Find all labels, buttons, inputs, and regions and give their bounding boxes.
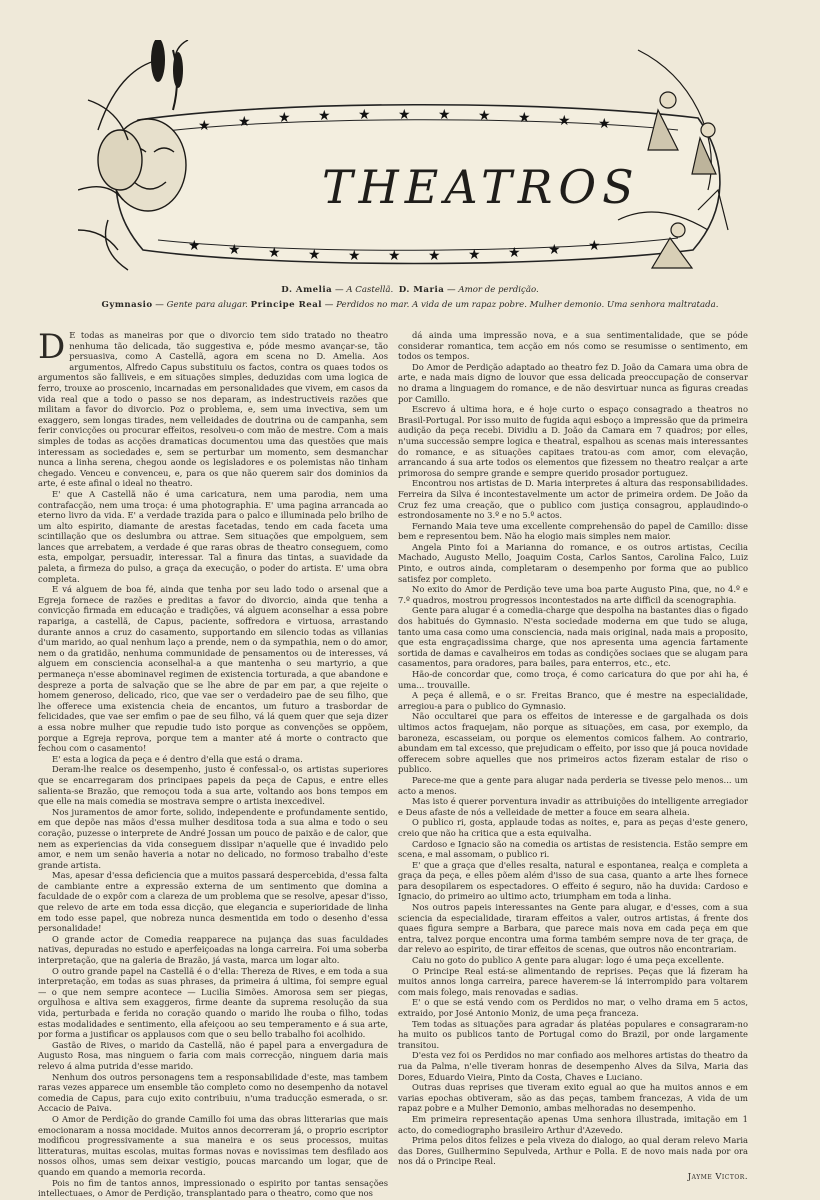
svg-text:★: ★ [388, 248, 401, 264]
caption-theatre-name: Gymnasio [101, 300, 153, 310]
paragraph: Encontrou nos artistas de D. Maria interpretes á altura das responsabilidades. Ferreira da Silva é incontestavelmente um actor de primeira ordem. De João da Cruz fez uma creação, que o publico com justiça consagrou, applaudindo-o estrondosamente no 3.º e no 5.º actos. [398, 478, 748, 521]
paragraph: Cardoso e Ignacio são na comedia os artistas de resistencia. Estão sempre em scena, e mal assomam, o publico ri. [398, 838, 748, 860]
svg-text:★: ★ [398, 107, 411, 123]
section-title: THEATROS [322, 160, 640, 214]
svg-text:★: ★ [508, 245, 521, 261]
paragraph: E' o que se está vendo com os Perdidos no mar, o velho drama em 5 actos, extraido, por José Antonio Moniz, de uma peça franceza. [398, 997, 748, 1018]
theatros-header-illustration [78, 40, 754, 290]
svg-text:★: ★ [588, 238, 601, 254]
paragraph: E' que a graça que d'elles resalta, natural e espontanea, realça e completa a graça da peça, e elles põem além d'isso de sua casa, quanto a arte lhes fornece para desopilarem os espectadores. O effeito é seguro, não ha duvida: Cardoso e Ignacio, do primeiro ao ultimo acto, triumpham em toda a linha. [398, 859, 748, 902]
svg-text:★: ★ [468, 247, 481, 263]
paragraph: Angela Pinto foi a Marianna do romance, e os outros artistas, Cecilia Machado, Augusto Mello, Joaquim Costa, Carlos Santos, Carolina Falco, Luiz Pinto, e outros ainda, completaram o desempenho por forma que ao publico satisfez por completo. [398, 541, 748, 584]
author-signature: Jayme Victor. [687, 1170, 748, 1181]
svg-text:★: ★ [518, 110, 531, 126]
paragraph: D'esta vez foi os Perdidos no mar confiado aos melhores artistas do theatro da rua da Palma, n'elle tiveram honras de desempenho Alves da Silva, Maria das Dores, Eduardo Vieira, Pinto da Costa, Chaves e Luciano. [398, 1050, 748, 1082]
svg-text:★: ★ [428, 248, 441, 264]
paragraph: Mas, apesar d'essa deficiencia que a muitos passará despercebida, d'essa falta de cambiante entre a expressão externa de um sentimento que domina a faculdade de o expôr com a clareza de um problema que se resolve, apesar d'isso, que relevo de arte em toda essa dicção, que elegancia e superioridade de linha em todo esse papel, que nobreza nunca desmentida em todo o desenho d'essa personalidade! [38, 870, 388, 934]
caption-theatre-name: D. Maria [398, 285, 445, 295]
svg-text:★: ★ [268, 245, 281, 261]
paragraph: Tem todas as situações para agradar ás platéas populares e consagraram-no ha muito os publicos tanto de Portugal como do Brazil, por onde largamente transitou. [398, 1018, 748, 1050]
svg-text:★: ★ [228, 242, 241, 258]
caption-text: — A Castellã. [332, 285, 394, 295]
svg-text:★: ★ [548, 242, 561, 258]
svg-text:★: ★ [198, 118, 211, 134]
svg-text:★: ★ [358, 107, 371, 123]
paragraph: Mas isto é querer porventura invadir as attribuições do intelligente arregiador e Deus afaste de nós a velleidade de metter a fouce em seara alheia. [398, 796, 748, 817]
caption-text: — Perdidos no mar. A vida de um rapaz pobre. Mulher demonio. Uma senhora maltratada. [322, 300, 719, 310]
svg-text:★: ★ [188, 238, 201, 254]
paragraph: Do Amor de Perdição adaptado ao theatro fez D. João da Camara uma obra de arte, e nada mais digno de louvor que essa delicada preoccupação de conservar no drama a linguagem do romance, e de não desvirtuar nunca as figuras creadas por Camillo. [398, 361, 748, 404]
paragraph: E' esta a logica da peça e é dentro d'ella que está o drama. [52, 753, 303, 764]
illustration-captions [0, 283, 820, 313]
svg-text:★: ★ [238, 114, 251, 130]
paragraph: O outro grande papel na Castellã é o d'ella: Thereza de Rives, e em toda a sua interpretação, em todas as suas phrases, da primeira á ultima, foi sempre egual — o que nem sempre acontece — Lucilia Simões. Amorosa sem ser piegas, orgulhosa e altiva sem exaggeros, firme deante da suprema resolução da sua vida, perturbada e ferida no coração quando o marido lhe rouba o filho, todas estas modalidades e sentimento, ella afeiçoou ao seu temperamento e á sua arte, por forma a justificar os applausos com que o seu bello trabalho foi acolhido. [38, 965, 388, 1040]
svg-text:★: ★ [478, 108, 491, 124]
paragraph: Outras duas reprises que tiveram exito egual ao que ha muitos annos e em varias epochas obtiveram, são as das peças, tambem francezas, A vida de um rapaz pobre e a Mulher Demonio, ambas melhoradas no desempenho. [398, 1082, 748, 1114]
caption-theatre-name: Principe Real [250, 300, 323, 310]
paragraph: O Principe Real está-se alimentando de reprises. Peças que lá fizeram ha muitos annos longa carreira, parece haverem-se lá interrompido para voltarem com mais folego, mais renovadas e sadias. [398, 965, 748, 997]
paragraph: Deram-lhe realce os desempenho, justo é confessal-o, os artistas superiores que se encarregaram dos principaes papeis da peça de Capus, e entre elles salienta-se Brazão, que remoçou toda a sua arte, voltando aos bons tempos em que elle na mais comedia se mostrava sempre o artista inexcedivel. [38, 764, 388, 807]
paragraph: Fernando Maia teve uma excellente comprehensão do papel de Camillo: disse bem e representou bem. Não ha elogio mais simples nem maior. [398, 520, 748, 542]
paragraph: Prima pelos ditos felizes e pela viveza do dialogo, ao qual deram relevo Maria das Dores, Guilhermino Sepulveda, Arthur e Polla. E de novo mais nada por ora nos dá o Principe Real. [398, 1135, 748, 1167]
paragraph: Pois no fim de tantos annos, impressionado o espirito por tantas sensações intellectuaes, o Amor de Perdição, transplantado para o theatro, como que nos [38, 1177, 388, 1199]
svg-text:★: ★ [308, 247, 321, 263]
paragraph: E vá alguem de boa fé, ainda que tenha por seu lado todo o arsenal que a Egreja fornece de razões e preditas a favor do divorcio, ainda que tenha a convicção firmada em educação e tradições, vá alguem aconselhar a essa pobre rapariga, a castellã, de Capus, paciente, soffredora e virtuosa, arrastando durante annos a cruz do casamento, supportando em silencio todas as villanias d'um marido, ao qual nenhum laço a prende, nem o da sympathia, nem o do amor, nem o da gratidão, nenhuma communidade de pensamentos ou de interesses, vá alguem em consciencia aconselhal-a a que mantenha o seu martyrio, a que permaneça n'esse abominavel regimen de existencia torturada, a que abandone e despreze a porta de salvação que se lhe abre de par em par, a que rejeite o homem generoso, delicado, rico, que vae ser o verdadeiro pae de seu filho, que lhe offerece uma existencia cheia de encantos, um futuro a trasbordar de felicidades, que vae ser emfim o pae de seu filho, vá lá quem quer que seja dizer a essa nobre mulher que repudie tudo isto porque as convenções se oppõem, porque a Egreja reprova, porque tem a manter até á morte o contracto que fechou com o casamento! [38, 584, 388, 754]
svg-text:★: ★ [558, 113, 571, 129]
paragraph: dá ainda uma impressão nova, e a sua sentimentalidade, que se póde considerar romantica, tem acção em nós como se resumisse o sentimento, em todos os tempos. [398, 330, 748, 362]
paragraph: Gente para alugar é a comedia-charge que despolha na bastantes dias o figado dos habitués do Gymnasio. N'esta sociedade moderna em que tudo se aluga, tanto uma casa como uma consciencia, nada mais original, nada mais a proposito, que esta engraçadissima charge, que nos apresenta uma agencia fartamente sortida de damas e cavalheiros em todas as condições sociaes que se alugam para casamentos, para oradores, para bailes, para enterros, etc., etc. [398, 605, 748, 669]
paragraph: O Amor de Perdição do grande Camillo foi uma das obras litterarias que mais emocionaram a nossa mocidade. Muitos annos decorreram já, o proprio escriptor modificou progressivamente a sua maneira e os seus processos, muitas litteraturas, muitas escolas, muitas formas novas e novissimas tem desfilado aos nossos olhos, umas sem deixar vestigio, poucas marcando um logar, que de quando em quando a memoria recorda. [38, 1113, 388, 1177]
svg-text:★: ★ [598, 116, 611, 132]
svg-text:★: ★ [438, 107, 451, 123]
paragraph: Não occultarei que para os effeitos de interesse e de gargalhada os dois ultimos actos fraquejam, não porque as situações, em casa, por exemplo, da baroneza, escasseiam, ou porque os elementos comicos falhem. Ao contrario, abundam em tal excesso, que prejudicam o effeito, por isso que já pouca novidade offerecem sobre aquelles que nos primeiros actos fizeram estalar de riso o publico. [398, 711, 748, 775]
caption-theatre-name: D. Amelia [281, 285, 333, 295]
article-column-left [38, 327, 388, 1199]
paragraph: E todas as maneiras por que o divorcio tem sido tratado no theatro nenhuma tão delicada, tão suggestiva e, póde mesmo avançar-se, tão persuasiva, como A Castellã, agora em scena no D. Amelia. Aos argumentos, Alfredo Capus substituiu os factos, contra os quaes todos os argumentos são falliveis, e em situações simples, deduzidas com uma logica de ferro, trouxe ao proscenio, incarnadas em personalidades que vivem, em casos da vida real que a todo o passo se nos deparam, as indestructiveis razões que militam a favor do divorcio. Poz o problema, e, sem uma invectiva, sem um exaggero, sem longas tirades, nem velleidades de doutrina ou de campanha, sem ferir convicções ou procurar effeitos, resolveu-o com mão de mestre. Com a mais simples de todas as acções dramaticas documentou uma das questões que mais interessam as sociedades e, sem se perturbar um momento, sem desmanchar nunca a linha serena, chegou aonde os legisladores e os polemistas não tinham chegado. Venceu e convenceu, e, para os que não querem sair dos dominios da arte, é este afinal o ideal no theatro. [38, 330, 388, 489]
paragraph: Nenhum dos outros personagens tem a responsabilidade d'este, mas tambem raras vezes apparece um ensemble tão completo como no desempenho da notavel comedia de Capus, para cujo exito contribuiu, n'uma traducção esmerada, o sr. Accacio de Paiva. [38, 1071, 388, 1114]
paragraph: Caiu no goto do publico A gente para alugar: logo é uma peça excellente. [412, 955, 725, 966]
drop-cap: D [38, 327, 66, 367]
svg-text:★: ★ [318, 108, 331, 124]
svg-text:★: ★ [348, 248, 361, 264]
paragraph: Em primeira representação apenas Uma senhora illustrada, imitação em 1 acto, do comediographo brasileiro Arthur d'Azevedo. [398, 1113, 748, 1135]
svg-text:★: ★ [278, 110, 291, 126]
paragraph: No exito do Amor de Perdição teve uma boa parte Augusto Pina, que, no 4.º e 7.º quadros, mostrou progressos incontestados na arte difficil da scenographia. [398, 584, 748, 605]
paragraph: Nos outros papeis interessantes na Gente para alugar, e d'esses, com a sua sciencia da especialidade, tiraram effeitos a valer, outros artistas, á frente dos quaes figura sempre a Barbara, que parece mais nova em cada peça em que entra, talvez porque encontra uma forma também sempre nova de ter graça, de dar relevo ao espirito, de tirar effeitos de scenas, que outros não encontrariam. [398, 902, 748, 955]
paragraph: Escrevo á ultima hora, e é hoje curto o espaço consagrado a theatros no Brasil-Portugal. Por isso muito de fugida aqui esboço a impressão que da primeira audição da peça recebi. Dividiu a D. João da Camara em 7 quadros; por elles, n'uma successão sempre logica e theatral, espalhou as scenas mais interessantes do romance, e as situações capitaes tratou-as com amor, com elevação, arrancando á sua arte todos os elementos que fizessem no theatro realçar a arte primorosa do sempre grande e sempre querido prosador portuguez. [398, 404, 748, 478]
paragraph: Nos juramentos de amor forte, solido, independente e profundamente sentido, em que depõe nas mãos d'essa mulher desditosa toda a sua alma e todo o seu coração, puzesse o interprete de André Jossan um pouco de paixão e de calor, que nem as experiencias da vida conseguem dissipar n'aquelle que é invadido pelo amor, e nem um senão haveria a notar no delicado, no formoso trabalho d'este grande artista. [38, 806, 388, 870]
paragraph: Hão-de concordar que, como troça, é como caricatura do que por ahi ha, é uma... trouvaille. [398, 669, 748, 690]
caption-text: — Amor de perdição. [444, 285, 539, 295]
caption-line-2 [0, 298, 820, 313]
paragraph: E' que A Castellã não é uma caricatura, nem uma parodia, nem uma contrafacção, nem uma troça: é uma photographia. E' uma pagina arrancada ao eterno livro da vida. E' a verdade trazida para o palco e illuminada pelo brilho de um alto espirito, diamante de arestas facetadas, tendo em cada faceta uma scintillação que os deslumbra ou attrae. Sem situações que empolguem, sem lances que arrebatem, a verdade é que raras obras de theatro conseguem, como esta, empolgar, persuadir, interessar. Tal a finura das tintas, a suavidade da paleta, a firmeza do pulso, a graça da execução, o poder do artista. E' uma obra completa. [38, 488, 388, 584]
article-column-right [398, 330, 748, 1182]
paragraph: Gastão de Rives, o marido da Castellã, não é papel para a envergadura de Augusto Rosa, mas ninguem o faria com mais correcção, ninguem daria mais relevo á alma putrida d'esse marido. [38, 1039, 388, 1071]
paragraph: Parece-me que a gente para alugar nada perderia se tivesse pelo menos... um acto a menos. [398, 774, 748, 796]
paragraph: O publico ri, gosta, applaude todas as noites, e, para as peças d'este genero, creio que não ha critica que a esta equivalha. [398, 817, 748, 838]
caption-text: — Gente para alugar. [152, 300, 248, 310]
caption-line-1 [0, 283, 820, 298]
paragraph: O grande actor de Comedia reapparece na pujança das suas faculdades nativas, depuradas no estudo e aperfeiçoadas na longa carreira. Foi uma soberba interpretação, que na galeria de Brazão, já vasta, marca um logar alto. [38, 933, 388, 966]
paragraph: A peça é allemã, e o sr. Freitas Branco, que é mestre na especialidade, arregiou-a para o publico do Gymnasio. [398, 690, 748, 711]
